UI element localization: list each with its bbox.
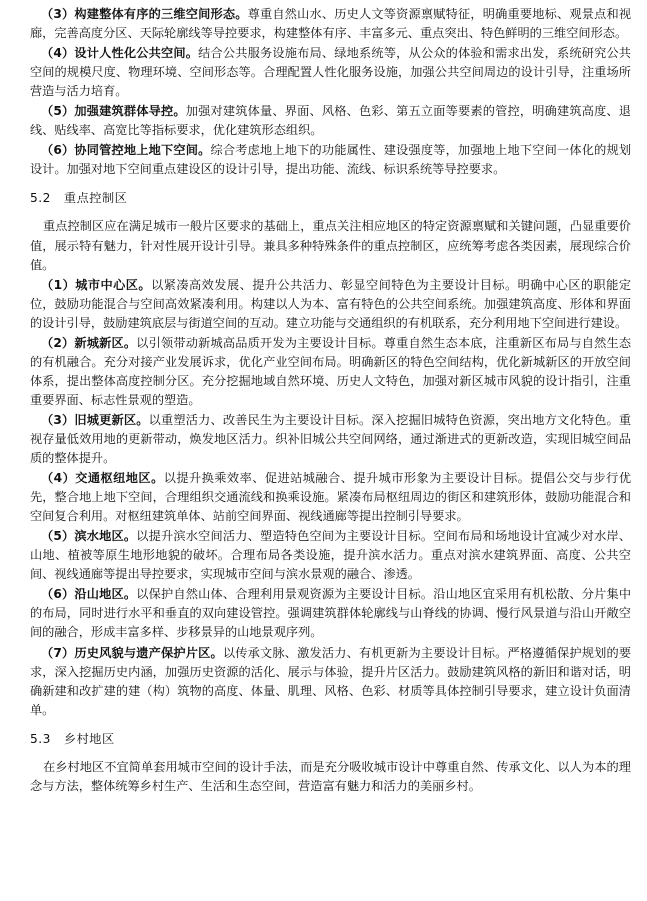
section-number: 5.2 (30, 191, 51, 206)
section-number: 5.3 (30, 731, 51, 746)
item-body: 以保护自然山体、合理利用景观资源为主要设计目标。沿山地区宜采用有机松散、分片集中的布局，同时进行水平和垂直的双向建设管控。强调建筑群体轮廓线与山脊线的协调、慢行风景道与沿山开敞空间的融合，形成丰富多样、步移景异的山地景观序列。 (30, 587, 632, 640)
item-waterfront (30, 527, 631, 584)
section-5-3-intro: 在乡村地区不宜简单套用城市空间的设计手法，而是充分吸收城市设计中尊重自然、传承文化、以人为本的理念与方法，整体统筹乡村生产、生活和生态空间，营造富有魅力和活力的美丽乡村。 (30, 759, 631, 793)
item-body: 尊重自然山水、历史人文等资源禀赋特征，明确重要地标、观景点和视廊，完善高度分区、天际轮廓线等导控要求，构建整体有序、丰富多元、重点突出、特色鲜明的三维空间形态。 (30, 7, 632, 41)
item-lead: （7）历史风貌与遗产保护片区。 (41, 645, 223, 660)
item-5-building-group (30, 102, 631, 140)
item-lead: （5）加强建筑群体导控。 (41, 104, 186, 119)
item-transport-hub (30, 469, 631, 526)
item-lead: （5）滨水地区。 (41, 529, 137, 544)
item-lead: （6）协同管控地上地下空间。 (41, 143, 211, 158)
item-lead: （3）旧城更新区。 (41, 412, 149, 427)
item-body: 以重塑活力、改善民生为主要设计目标。深入挖掘旧城特色资源，突出地方文化特色。重视存量低效用地的更新带动，焕发地区活力。织补旧城公共空间网络，通过渐进式的更新改造，实现旧城空间品质的整体提升。 (30, 412, 632, 466)
item-lead: （1）城市中心区。 (41, 277, 152, 292)
section-title: 乡村地区 (63, 731, 115, 746)
item-city-center (30, 276, 631, 333)
item-body: 加强对建筑体量、界面、风格、色彩、第五立面等要素的管控，明确建筑高度、退线、贴线率、高宽比等指标要求，优化建筑形态组织。 (30, 104, 631, 138)
item-lead: （4）交通枢纽地区。 (41, 471, 164, 486)
section-heading-5-3 (30, 730, 631, 749)
item-body: 以提升换乘效率、促进站城融合、提升城市形象为主要设计目标。提倡公交与步行优先，整合地上地下空间，合理组织交通流线和换乘设施。紧凑布局枢纽周边的街区和建筑形体，鼓励功能混合和空间复合利用。对枢纽建筑单体、站前空间界面、视线通廊等提出控制引导要求。 (30, 471, 632, 524)
item-body: 综合考虑地上地下的功能属性、建设强度等，加强地上地下空间一体化的规划设计。加强对地下空间重点建设区的设计引导，提出功能、流线、标识系统等导控要求。 (30, 143, 632, 177)
item-lead: （3）构建整体有序的三维空间形态。 (41, 7, 248, 21)
item-body: 以紧凑高效发展、提升公共活力、彰显空间特色为主要设计目标。明确中心区的职能定位，鼓励功能混合与空间高效紧凑利用。构建以人为本、富有特色的公共空间系统。加强建筑高度、形体和界面的设计引导，鼓励建筑底层与街道空间的互动。建立功能与交通组织的有机联系，充分利用地下空间进行建设。 (30, 277, 632, 330)
item-mountainside (30, 585, 631, 642)
item-new-town (30, 334, 631, 410)
item-3-3d-space (30, 5, 631, 43)
item-body: 以引领带动新城高品质开发为主要设计目标。尊重自然生态本底，注重新区布局与自然生态的有机融合。充分对接产业发展诉求，优化产业空间布局。明确新区的特色空间结构，优化新城新区的开放空间体系，提出整体高度控制分区。充分挖掘地域自然环境、历史人文特色，加强对新区城市风貌的设计指引，注重重要界面、标志性景观的塑造。 (30, 335, 632, 407)
item-body: 以提升滨水空间活力、塑造特色空间为主要设计目标。空间布局和场地设计宜减少对水岸、山地、植被等原生地形地貌的破坏。合理布局各类设施，提升滨水活力。重点对滨水建筑界面、高度、公共空间、视线通廊等提出导控要求，实现城市空间与滨水景观的融合、渗透。 (30, 529, 632, 582)
item-body: 以传承文脉、激发活力、有机更新为主要设计目标。严格遵循保护规划的要求，深入挖掘历史内涵，加强历史资源的活化、展示与体验，提升片区活力。鼓励建筑风格的新旧和谐对话，明确新建和改扩建的建（构）筑物的高度、体量、肌理、风格、色彩、材质等具体控制引导要求，建立设计负面清单。 (30, 645, 632, 717)
item-heritage (30, 644, 631, 720)
item-4-public-space (30, 44, 631, 101)
section-5-2-items (30, 276, 631, 720)
item-lead: （2）新城新区。 (41, 335, 137, 350)
item-lead: （6）沿山地区。 (41, 587, 137, 602)
item-body: 结合公共服务设施布局、绿地系统等，从公众的体验和需求出发，系统研究公共空间的规模尺度、物理环境、空间形态等。合理配置人性化服务设施，加强公共空间周边的设计引导，注重场所营造与活力培育。 (30, 46, 631, 99)
section-5-2-intro: 重点控制区应在满足城市一般片区要求的基础上，重点关注相应地区的特定资源禀赋和关键问题，凸显重要价值，展示特有魅力，针对性展开设计引导。兼具多种特殊条件的重点控制区，应统筹考虑各类因素，展现综合价值。 (30, 219, 631, 272)
item-6-underground (30, 141, 631, 179)
section-top-items (30, 5, 631, 179)
item-lead: （4）设计人性化公共空间。 (41, 46, 199, 61)
item-old-town-renewal (30, 411, 631, 468)
section-title: 重点控制区 (63, 191, 128, 206)
section-heading-5-2 (30, 189, 631, 208)
